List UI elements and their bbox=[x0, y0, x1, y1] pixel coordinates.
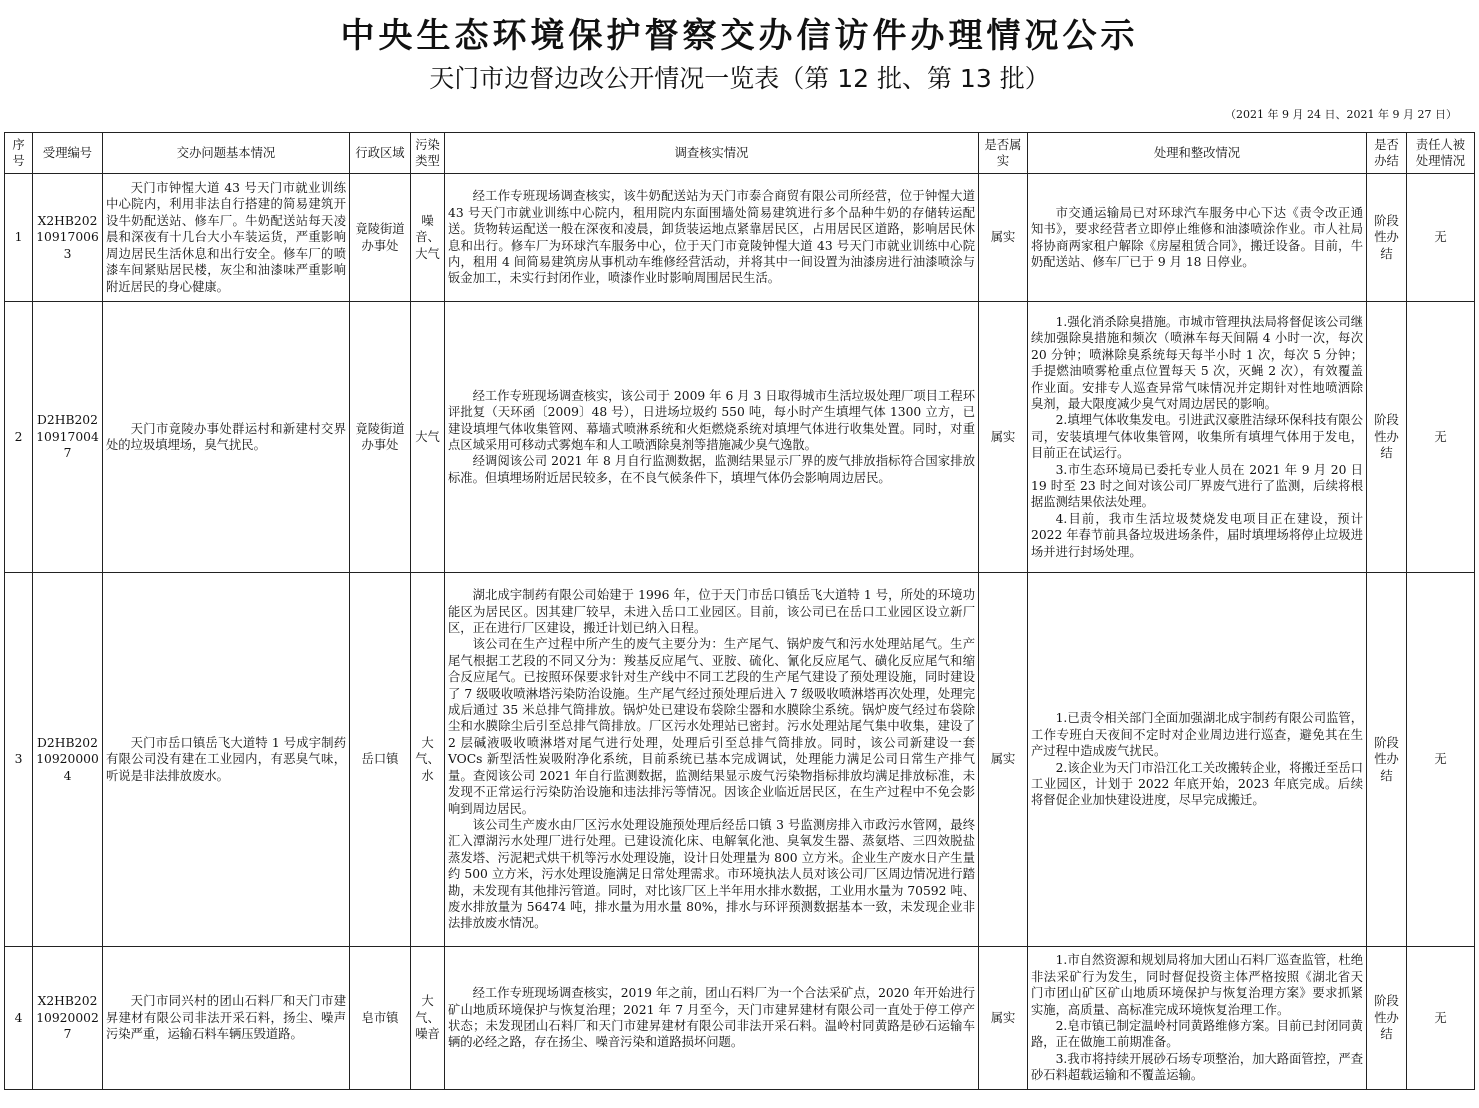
rectification-details-paragraph: 2.该企业为天门市沿江化工关改搬转企业，将搬迁至岳口工业园区，计划于 2022 年底开始，2023 年底完成。后续将督促企业加快建设进度，尽早完成搬迁。 bbox=[1031, 760, 1363, 808]
rectification-details-paragraph: 2.皂市镇已制定温岭村同黄路维修方案。目前已封闭同黄路，正在做施工前期准备。 bbox=[1031, 1019, 1363, 1050]
concluded-status: 阶段性办结 bbox=[1367, 174, 1407, 302]
disclosure-table bbox=[4, 132, 1475, 1090]
page-title: 中央生态环境保护督察交办信访件办理情况公示 bbox=[340, 16, 1139, 56]
investigation-details bbox=[445, 573, 979, 947]
col-header-concluded: 是否办结 bbox=[1367, 133, 1407, 174]
case-code: X2HB202109170063 bbox=[33, 174, 103, 302]
rectification-details bbox=[1028, 573, 1367, 947]
issue-description bbox=[103, 947, 350, 1090]
issue-description-paragraph: 天门市同兴村的团山石料厂和天门市建昇建材有限公司非法开采石料，扬尘、噪声污染严重，运输石料车辆压毁道路。 bbox=[106, 994, 346, 1042]
pollution-type: 大气、水 bbox=[411, 573, 445, 947]
table-row bbox=[5, 174, 1475, 302]
investigation-details bbox=[445, 947, 979, 1090]
case-code: X2HB202109200027 bbox=[33, 947, 103, 1090]
rectification-details-paragraph: 1.已责令相关部门全面加强湖北成宇制药有限公司监管，工作专班白天夜间不定时对企业周边进行巡查，避免其在生产过程中造成废气扰民。 bbox=[1031, 711, 1363, 759]
date-range: （2021 年 9 月 24 日、2021 年 9 月 27 日） bbox=[1225, 108, 1457, 121]
rectification-details-paragraph: 4.目前，我市生活垃圾焚烧发电项目正在建设，预计 2022 年春节前具备垃圾进场条件，届时填埋场将停止垃圾进场并进行封场处理。 bbox=[1031, 511, 1363, 559]
investigation-details bbox=[445, 174, 979, 302]
col-header-accountability: 责任人被处理情况 bbox=[1407, 133, 1475, 174]
concluded-status: 阶段性办结 bbox=[1367, 302, 1407, 573]
rectification-details-paragraph: 3.市生态环境局已委托专业人员在 2021 年 9 月 20 日 19 时至 23 时之间对该公司厂界废气进行了监测，后续将根据监测结果依法处理。 bbox=[1031, 462, 1363, 510]
issue-description-paragraph: 天门市岳口镇岳飞大道特 1 号成宇制药有限公司没有建在工业园内，有恶臭气味，听说是非法排放废水。 bbox=[106, 735, 346, 783]
admin-region: 皂市镇 bbox=[350, 947, 411, 1090]
col-header-pollution: 污染类型 bbox=[411, 133, 445, 174]
col-header-verified: 是否属实 bbox=[979, 133, 1028, 174]
rectification-details-paragraph: 1.强化消杀除臭措施。市城市管理执法局将督促该公司继续加强除臭措施和频次（喷淋车每天间隔 4 小时一次，每次 20 分钟；喷淋除臭系统每天每半小时 1 次，每次 5 分钟；手提燃油喷雾枪重点位置每天 5 次，灭蝇 2 次），有效覆盖作业面。安排专人巡查异常气味情况并定期针对性地喷洒除臭剂，最大限度减少臭气对周边居民的影响。 bbox=[1031, 314, 1363, 411]
header-row bbox=[5, 133, 1475, 174]
verified-status: 属实 bbox=[979, 174, 1028, 302]
accountability-status: 无 bbox=[1407, 947, 1475, 1090]
row-number: 3 bbox=[5, 573, 33, 947]
verified-status: 属实 bbox=[979, 573, 1028, 947]
rectification-details bbox=[1028, 302, 1367, 573]
rectification-details-paragraph: 市交通运输局已对环球汽车服务中心下达《责令改正通知书》，要求经营者立即停止维修和油漆喷涂作业。市人社局将协商两家租户解除《房屋租赁合同》，搬迁设备。目前，牛奶配送站、修车厂已于 9 月 18 日停业。 bbox=[1031, 205, 1363, 269]
pollution-type: 大气、噪音 bbox=[411, 947, 445, 1090]
col-header-investigation: 调查核实情况 bbox=[445, 133, 979, 174]
rectification-details-paragraph: 1.市自然资源和规划局将加大团山石料厂巡查监管，杜绝非法采矿行为发生，同时督促投资主体严格按照《湖北省天门市团山矿区矿山地质环境保护与恢复治理方案》要求抓紧实施，高质量、高标准完成环境恢复治理工作。 bbox=[1031, 953, 1363, 1017]
investigation-details-paragraph: 经调阅该公司 2021 年 8 月自行监测数据，监测结果显示厂界的废气排放指标符合国家排放标准。但填埋场附近居民较多，在不良气候条件下，填埋气体仍会影响周边居民。 bbox=[448, 454, 975, 485]
rectification-details bbox=[1028, 947, 1367, 1090]
verified-status: 属实 bbox=[979, 302, 1028, 573]
rectification-details-paragraph: 2.填埋气体收集发电。引进武汉豪胜洁绿环保科技有限公司，安装填埋气体收集管网，收集所有填埋气体用于发电，目前正在试运行。 bbox=[1031, 413, 1363, 461]
case-code: D2HB202109170047 bbox=[33, 302, 103, 573]
admin-region: 竟陵街道办事处 bbox=[350, 302, 411, 573]
investigation-details-paragraph: 经工作专班现场调查核实，该公司于 2009 年 6 月 3 日取得城市生活垃圾处理厂项目工程环评批复（天环函〔2009〕48 号），日进场垃圾约 550 吨，每小时产生填埋气体 1300 立方，已建设填埋气体收集管网、幕墙式喷淋系统和火炬燃烧系统对填埋气体进行收集处置。同时，对重点区域采用可移动式雾炮车和人工喷洒除臭剂等措施减少臭气逸散。 bbox=[448, 388, 975, 452]
investigation-details-paragraph: 经工作专班现场调查核实，2019 年之前，团山石料厂为一个合法采矿点，2020 年开始进行矿山地质环境保护与恢复治理；2021 年 7 月至今，天门市建昇建材有限公司一直处于停工停产状态；未发现团山石料厂和天门市建昇建材有限公司非法开采石料。温岭村同黄路是砂石运输车辆的必经之路，存在扬尘、噪音污染和道路损坏问题。 bbox=[448, 986, 975, 1050]
issue-description bbox=[103, 573, 350, 947]
col-header-region: 行政区域 bbox=[350, 133, 411, 174]
pollution-type: 大气 bbox=[411, 302, 445, 573]
accountability-status: 无 bbox=[1407, 302, 1475, 573]
investigation-details-paragraph: 经工作专班现场调查核实，该牛奶配送站为天门市泰合商贸有限公司所经营，位于钟惺大道 43 号天门市就业训练中心院内，租用院内东面围墙处简易建筑进行多个品种牛奶的存储转运配送。货物转运配送一般在深夜和凌晨，卸货装运地点紧靠居民区，占用居民区道路，影响居民休息和出行。修车厂为环球汽车服务中心，位于天门市竟陵钟惺大道 43 号天门市就业训练中心院内，租用 4 间简易建筑房从事机动车维修经营活动，并将其中一间设置为油漆房进行油漆喷涂与钣金加工，未实行封闭作业，喷漆作业时影响周围居民生活。 bbox=[448, 189, 975, 286]
investigation-details-paragraph: 该公司在生产过程中所产生的废气主要分为：生产尾气、锅炉废气和污水处理站尾气。生产尾气根据工艺段的不同又分为：羧基反应尾气、亚胺、硫化、氰化反应尾气、磺化反应尾气和缩合反应尾气。已按照环保要求针对生产线中不同工艺段的生产尾气建设了预处理设施，同时建设了 7 级吸收喷淋塔污染防治设施。生产尾气经过预处理后进入 7 级吸收喷淋塔再次处理，处理完成后通过 35 米总排气筒排放。锅炉处已建设布袋除尘器和水膜除尘系统。锅炉废气经过布袋除尘和水膜除尘后引至总排气筒排放。厂区污水处理站已密封。污水处理站尾气集中收集，建设了 2 层碱液吸收喷淋塔对尾气进行处理，处理后引至总排气筒排放。同时，该公司新建设一套 VOCs 新型活性炭吸附净化系统，目前系统已基本完成调试，处理能力满足公司日常生产排气量。查阅该公司 2021 年自行监测数据，监测结果显示废气污染物指标排放均满足排放标准，未发现不正常运行污染防治设施和违法排污等情况。因该企业临近居民区，在生产过程中不免会影响到周边居民。 bbox=[448, 637, 975, 816]
verified-status: 属实 bbox=[979, 947, 1028, 1090]
page-subtitle: 天门市边督边改公开情况一览表（第 12 批、第 13 批） bbox=[429, 64, 1050, 93]
row-number: 4 bbox=[5, 947, 33, 1090]
col-header-code: 受理编号 bbox=[33, 133, 103, 174]
investigation-details-paragraph: 湖北成宇制药有限公司始建于 1996 年，位于天门市岳口镇岳飞大道特 1 号，所处的环境功能区为居民区。因其建厂较早，未进入岳口工业园区。目前，该公司已在岳口工业园区设立新厂区，正在进行厂区建设，搬迁计划已纳入日程。 bbox=[448, 588, 975, 636]
row-number: 2 bbox=[5, 302, 33, 573]
issue-description-paragraph: 天门市钟惺大道 43 号天门市就业训练中心院内，利用非法自行搭建的简易建筑开设牛奶配送站、修车厂。牛奶配送站每天凌晨和深夜有十几台大小车装运货，严重影响周边居民生活休息和出行安全。修车厂的喷漆车间紧贴居民楼，灰尘和油漆味严重影响附近居民的身心健康。 bbox=[106, 181, 346, 294]
table-row bbox=[5, 573, 1475, 947]
issue-description bbox=[103, 302, 350, 573]
row-number: 1 bbox=[5, 174, 33, 302]
rectification-details-paragraph: 3.我市将持续开展砂石场专项整治，加大路面管控，严查砂石料超载运输和不覆盖运输。 bbox=[1031, 1051, 1363, 1083]
investigation-details bbox=[445, 302, 979, 573]
col-header-rectification: 处理和整改情况 bbox=[1028, 133, 1367, 174]
issue-description bbox=[103, 174, 350, 302]
col-header-issue: 交办问题基本情况 bbox=[103, 133, 350, 174]
col-header-no: 序号 bbox=[5, 133, 33, 174]
concluded-status: 阶段性办结 bbox=[1367, 573, 1407, 947]
admin-region: 岳口镇 bbox=[350, 573, 411, 947]
investigation-details-paragraph: 该公司生产废水由厂区污水处理设施预处理后经岳口镇 3 号监测房排入市政污水管网，最终汇入潭湖污水处理厂进行处理。已建设流化床、电解氧化池、臭氧发生器、蒸氨塔、三四效脱盐蒸发塔、污泥耙式烘干机等污水处理设施，设计日处理量为 800 立方米。企业生产废水日产生量约 500 立方米，污水处理设施满足日常处理需求。市环境执法人员对该公司厂区周边情况进行踏勘，未发现有其他排污管道。同时，对比该厂区上半年用水排水数据，工业用水量为 70592 吨、废水排放量为 56474 吨，排水量为用水量 80%，排水与环评预测数据基本一致，未发现企业非法排放废水情况。 bbox=[448, 817, 975, 931]
table-row bbox=[5, 302, 1475, 573]
pollution-type: 噪音、大气 bbox=[411, 174, 445, 302]
table-row bbox=[5, 947, 1475, 1090]
accountability-status: 无 bbox=[1407, 573, 1475, 947]
concluded-status: 阶段性办结 bbox=[1367, 947, 1407, 1090]
rectification-details bbox=[1028, 174, 1367, 302]
admin-region: 竟陵街道办事处 bbox=[350, 174, 411, 302]
case-code: D2HB202109200004 bbox=[33, 573, 103, 947]
accountability-status: 无 bbox=[1407, 174, 1475, 302]
issue-description-paragraph: 天门市竟陵办事处群运村和新建村交界处的垃圾填埋场，臭气扰民。 bbox=[106, 421, 346, 452]
